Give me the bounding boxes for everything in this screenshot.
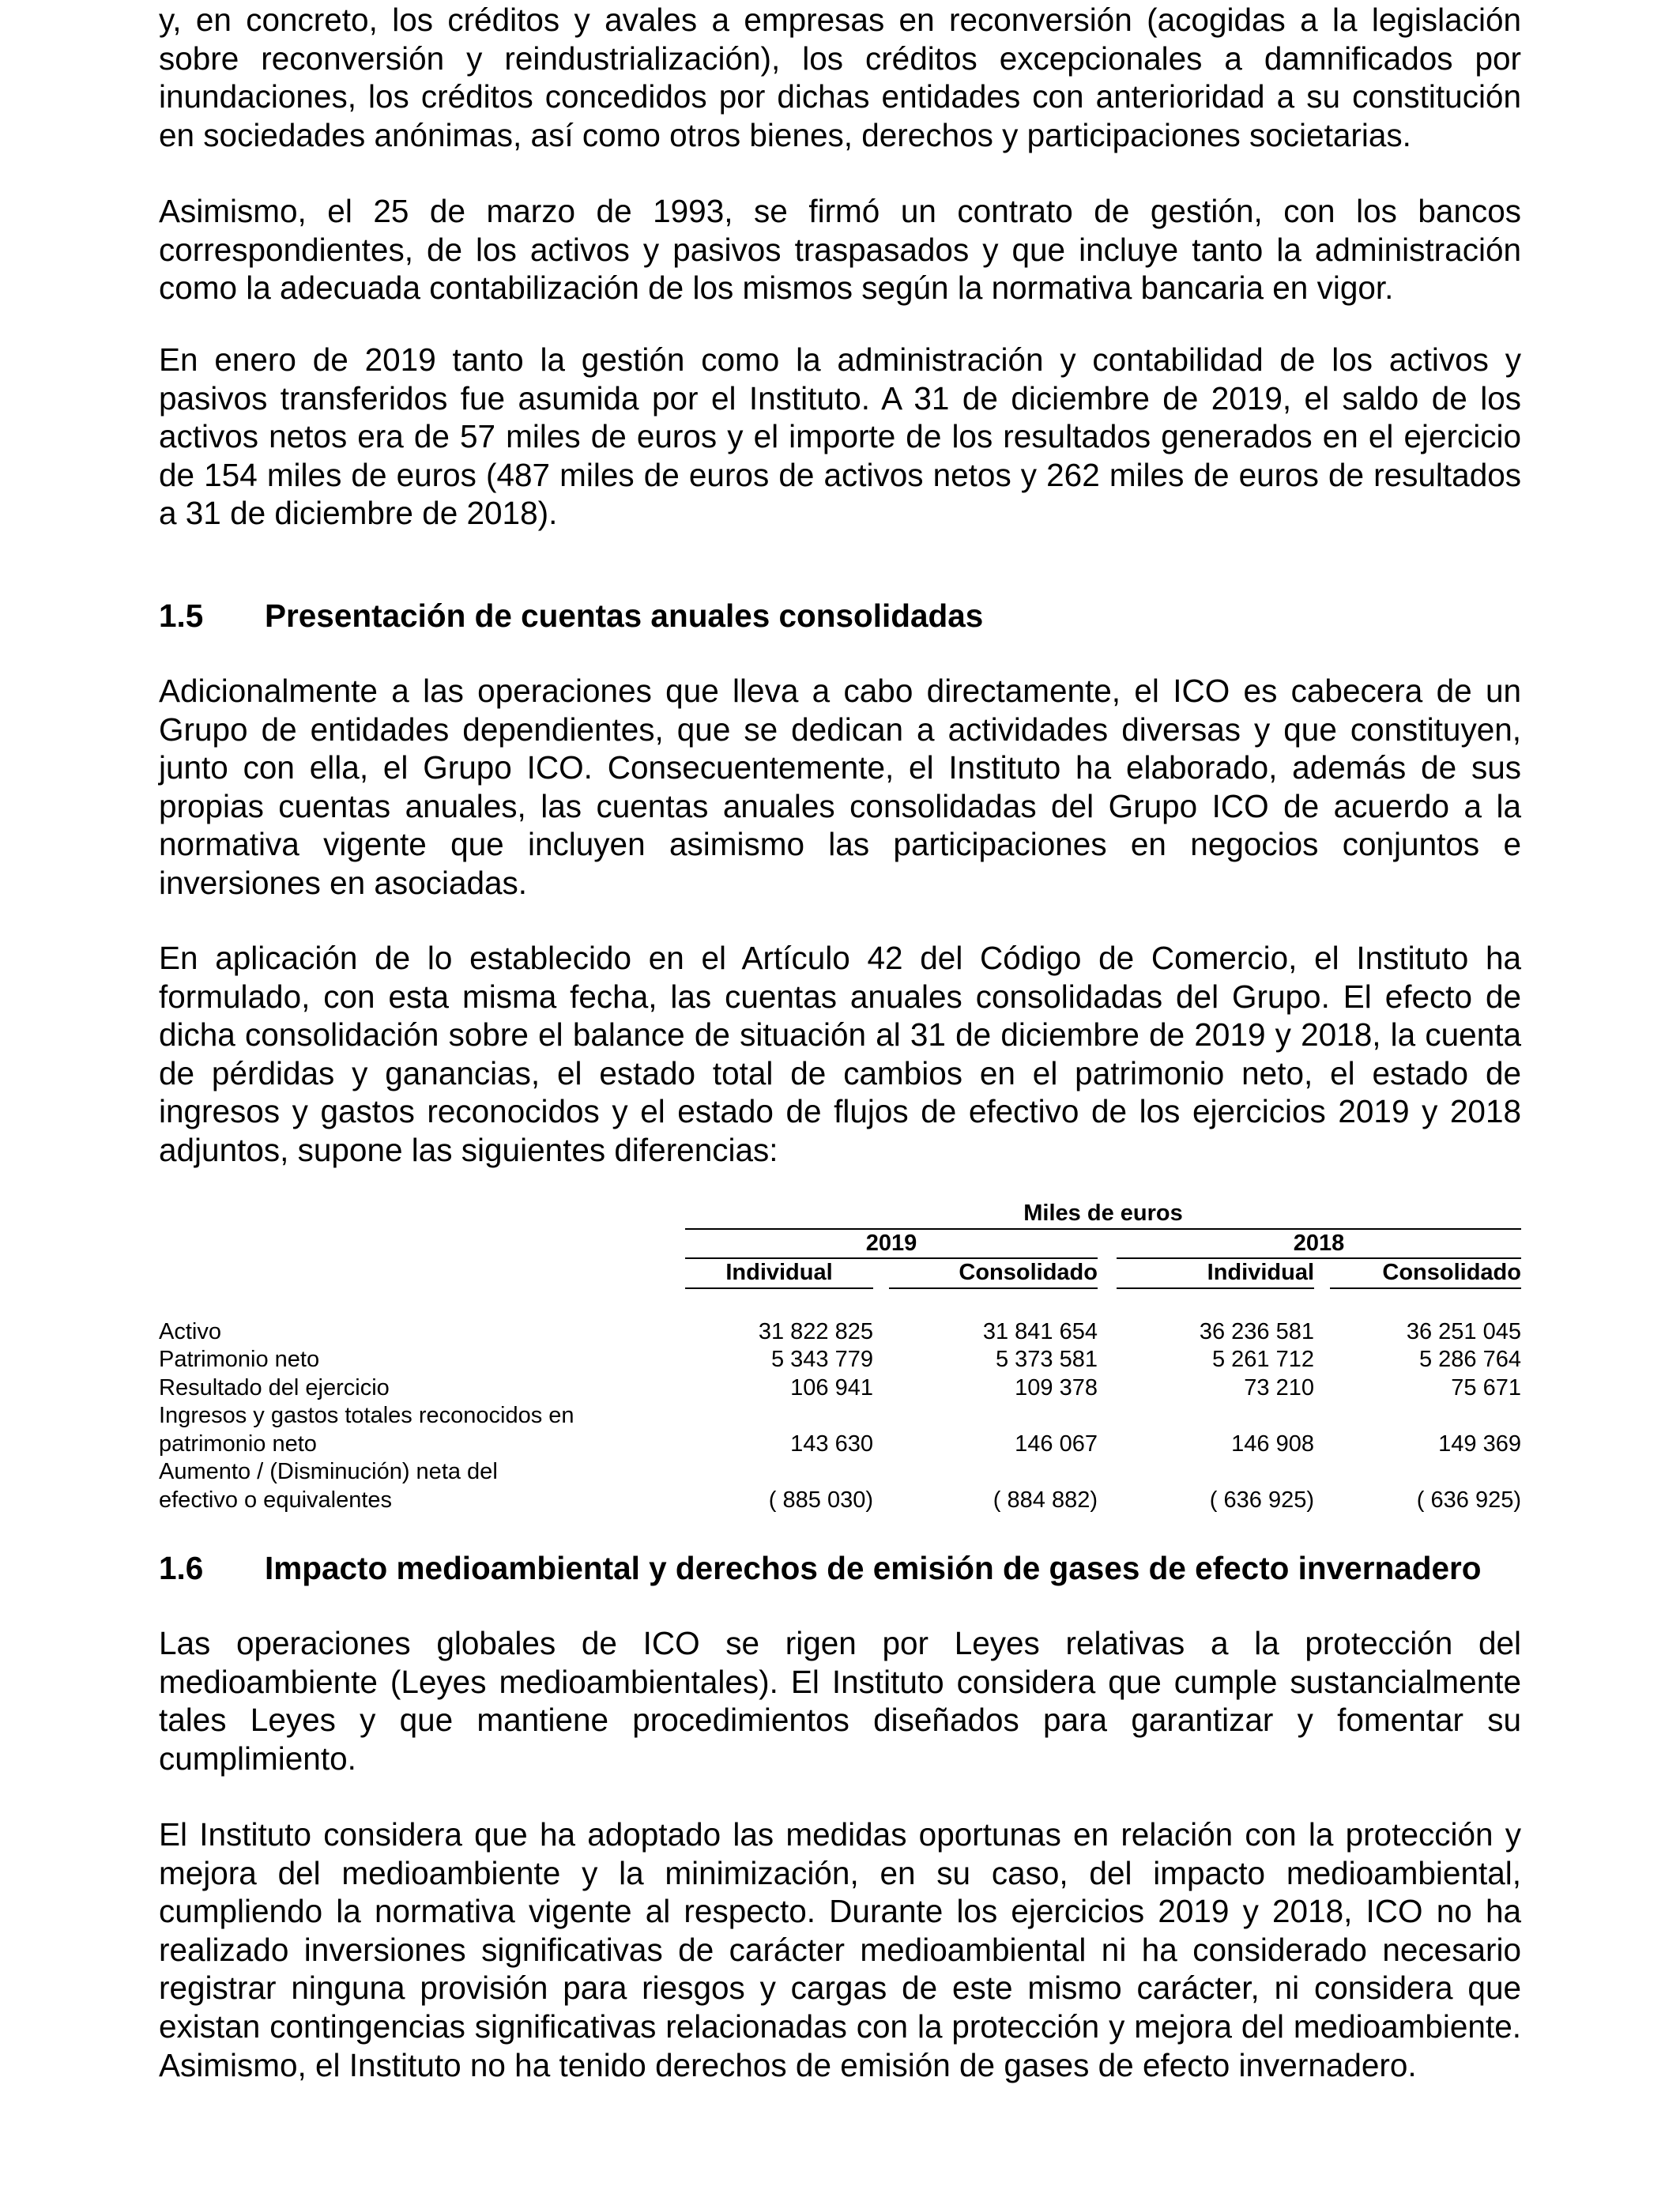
- table-row: [159, 1318, 1521, 1347]
- section-title: Presentación de cuentas anuales consolidadas: [265, 598, 984, 634]
- col-individual-2018: Individual: [1117, 1258, 1314, 1288]
- cell-value: 149 369: [1438, 1431, 1521, 1457]
- row-label: Resultado del ejercicio: [159, 1374, 390, 1400]
- unit-header: Miles de euros: [685, 1200, 1521, 1229]
- consolidation-differences-table: [159, 1200, 1521, 1514]
- cell-value: 146 067: [1015, 1431, 1098, 1457]
- cell-value: 5 261 712: [1211, 1347, 1314, 1372]
- row-label: efectivo o equivalentes: [159, 1487, 393, 1513]
- section-heading-1-6: [159, 1549, 1482, 1588]
- row-label: Ingresos y gastos totales reconocidos en: [159, 1403, 574, 1428]
- table-row-label-continued: [159, 1402, 1521, 1431]
- section-number: 1.5: [159, 598, 204, 634]
- paragraph-medidas-oportunas: El Instituto considera que ha adoptado las medidas oportunas en relación con la protección y mejora del medioambiente y la minimización, en su caso, del impacto medioambiental, cumpliendo la normativa vigente al respecto. Durante los ejercicios 2019 y 2018, ICO no ha realizado inversiones significativas de carácter medioambiental ni ha considerado necesario registrar ninguna provisión para riesgos y cargas de este mismo carácter, ni considera que existan contingencias significativas relacionadas con la protección y mejora del medioambiente. Asimismo, el Instituto no ha tenido derechos de emisión de gases de efecto invernadero.: [159, 1816, 1521, 2083]
- row-label: Activo: [159, 1318, 221, 1344]
- table-row-label-continued: [159, 1458, 1521, 1487]
- cell-value: ( 884 882): [993, 1487, 1098, 1513]
- paragraph-grupo-ico: Adicionalmente a las operaciones que lleva a cabo directamente, el ICO es cabecera de un Grupo de entidades dependientes, que se dedican a actividades diversas y que constituyen, junto con ella, el Grupo ICO. Consecuentemente, el Instituto ha elaborado, además de sus propias cuentas anuales, las cuentas anuales consolidadas del Grupo ICO de acuerdo a la normativa vigente que incluyen asimismo las participaciones en negocios conjuntos e inversiones en asociadas.: [159, 673, 1521, 901]
- cell-value: 5 343 779: [770, 1347, 873, 1372]
- section-number: 1.6: [159, 1550, 204, 1586]
- cell-value: ( 636 925): [1416, 1487, 1521, 1513]
- cell-value: 73 210: [1244, 1374, 1314, 1400]
- table-row: [159, 1431, 1521, 1459]
- cell-value: 75 671: [1451, 1374, 1521, 1400]
- section-title: Impacto medioambiental y derechos de emisión de gases de efecto invernadero: [265, 1550, 1482, 1586]
- table-header-year-row: [159, 1229, 1521, 1259]
- col-individual-2019: Individual: [685, 1258, 873, 1288]
- cell-value: ( 636 925): [1209, 1487, 1314, 1513]
- row-label: Patrimonio neto: [159, 1347, 320, 1372]
- cell-value: 5 286 764: [1418, 1347, 1521, 1372]
- paragraph-creditos: y, en concreto, los créditos y avales a empresas en reconversión (acogidas a la legislación sobre reconversión y reindustrialización), los créditos excepcionales a damnificados por inundaciones, los créditos concedidos por dichas entidades con anterioridad a su constitución en sociedades anónimas, así como otros bienes, derechos y participaciones societarias.: [159, 2, 1521, 153]
- cell-value: 36 251 045: [1406, 1318, 1521, 1344]
- col-consolidado-2019: Consolidado: [889, 1258, 1098, 1288]
- paragraph-contrato-gestion: Asimismo, el 25 de marzo de 1993, se firmó un contrato de gestión, con los bancos correspondientes, de los activos y pasivos traspasados y que incluye tanto la administración como la adecuada contabilización de los mismos según la normativa bancaria en vigor.: [159, 193, 1521, 307]
- cell-value: 146 908: [1231, 1431, 1314, 1457]
- row-label: Aumento / (Disminución) neta del: [159, 1459, 498, 1484]
- section-heading-1-5: [159, 597, 983, 635]
- cell-value: 5 373 581: [995, 1347, 1098, 1372]
- cell-value: 31 841 654: [982, 1318, 1098, 1344]
- col-consolidado-2018: Consolidado: [1330, 1258, 1521, 1288]
- cell-value: 106 941: [790, 1374, 873, 1400]
- table-row: [159, 1487, 1521, 1515]
- table-row: [159, 1346, 1521, 1374]
- table-header-columns-row: [159, 1258, 1521, 1288]
- table-header-unit-row: [159, 1200, 1521, 1229]
- year-2018-header: 2018: [1117, 1229, 1521, 1259]
- table-row: [159, 1374, 1521, 1403]
- row-label: patrimonio neto: [159, 1431, 317, 1457]
- cell-value: ( 885 030): [768, 1487, 873, 1513]
- cell-value: 143 630: [790, 1431, 873, 1457]
- paragraph-articulo-42: En aplicación de lo establecido en el Artículo 42 del Código de Comercio, el Instituto ha formulado, con esta misma fecha, las cuentas anuales consolidadas del Grupo. El efecto de dicha consolidación sobre el balance de situación al 31 de diciembre de 2019 y 2018, la cuenta de pérdidas y ganancias, el estado total de cambios en el patrimonio neto, el estado de ingresos y gastos reconocidos y el estado de flujos de efectivo de los ejercicios 2019 y 2018 adjuntos, supone las siguientes diferencias:: [159, 940, 1521, 1168]
- cell-value: 31 822 825: [758, 1318, 873, 1344]
- cell-value: 36 236 581: [1199, 1318, 1314, 1344]
- paragraph-enero-2019: En enero de 2019 tanto la gestión como la administración y contabilidad de los activos y pasivos transferidos fue asumida por el Instituto. A 31 de diciembre de 2019, el saldo de los activos netos era de 57 miles de euros y el importe de los resultados generados en el ejercicio de 154 miles de euros (487 miles de euros de activos netos y 262 miles de euros de resultados a 31 de diciembre de 2018).: [159, 341, 1521, 532]
- paragraph-leyes-medioambientales: Las operaciones globales de ICO se rigen por Leyes relativas a la protección del medioambiente (Leyes medioambientales). El Instituto considera que cumple sustancialmente tales Leyes y que mantiene procedimientos diseñados para garantizar y fomentar su cumplimiento.: [159, 1625, 1521, 1777]
- year-2019-header: 2019: [685, 1229, 1098, 1259]
- cell-value: 109 378: [1015, 1374, 1098, 1400]
